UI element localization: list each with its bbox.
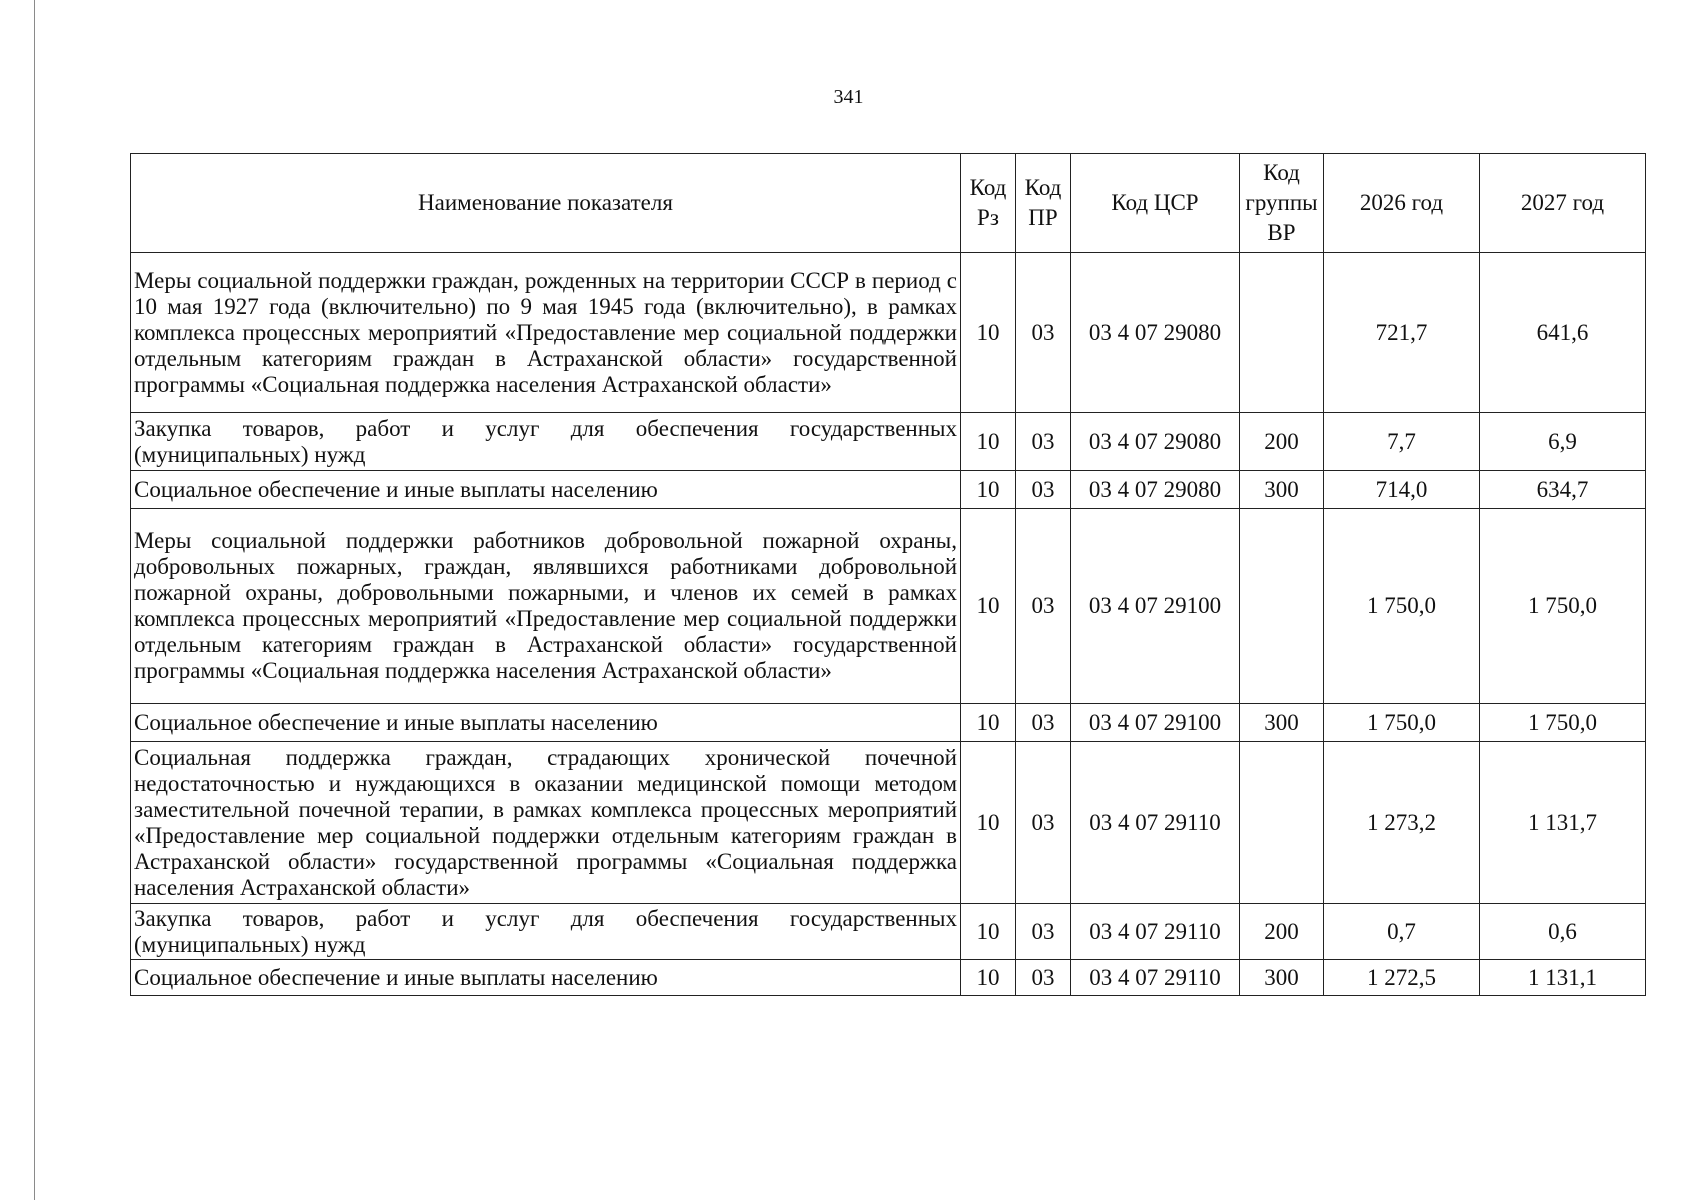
row-code-csr: 03 4 07 29100 bbox=[1071, 704, 1240, 742]
header-code-csr: Код ЦСР bbox=[1071, 154, 1240, 253]
table-row bbox=[131, 509, 1646, 704]
row-code-vr bbox=[1240, 509, 1324, 704]
header-code-pr: Код ПР bbox=[1016, 154, 1071, 253]
row-name: Закупка товаров, работ и услуг для обеспечения государственных (муниципальных) нужд bbox=[131, 904, 961, 960]
row-value-2026: 1 273,2 bbox=[1324, 742, 1480, 904]
row-code-vr bbox=[1240, 253, 1324, 413]
row-code-rz: 10 bbox=[961, 960, 1016, 996]
row-value-2027: 641,6 bbox=[1480, 253, 1646, 413]
row-code-csr: 03 4 07 29080 bbox=[1071, 413, 1240, 471]
table-row bbox=[131, 960, 1646, 996]
row-name: Закупка товаров, работ и услуг для обеспечения государственных (муниципальных) нужд bbox=[131, 413, 961, 471]
row-code-rz: 10 bbox=[961, 509, 1016, 704]
row-value-2026: 7,7 bbox=[1324, 413, 1480, 471]
row-code-pr: 03 bbox=[1016, 509, 1071, 704]
table-header-row bbox=[131, 154, 1646, 253]
table-row bbox=[131, 704, 1646, 742]
row-code-rz: 10 bbox=[961, 253, 1016, 413]
row-value-2027: 6,9 bbox=[1480, 413, 1646, 471]
row-code-pr: 03 bbox=[1016, 413, 1071, 471]
row-code-vr: 300 bbox=[1240, 960, 1324, 996]
row-code-vr: 300 bbox=[1240, 704, 1324, 742]
row-code-pr: 03 bbox=[1016, 253, 1071, 413]
table-row bbox=[131, 471, 1646, 509]
row-value-2026: 714,0 bbox=[1324, 471, 1480, 509]
row-code-csr: 03 4 07 29100 bbox=[1071, 509, 1240, 704]
row-code-vr bbox=[1240, 742, 1324, 904]
row-code-vr: 300 bbox=[1240, 471, 1324, 509]
table-row bbox=[131, 413, 1646, 471]
row-value-2026: 0,7 bbox=[1324, 904, 1480, 960]
row-code-vr: 200 bbox=[1240, 904, 1324, 960]
header-code-rz: Код Рз bbox=[961, 154, 1016, 253]
row-code-csr: 03 4 07 29110 bbox=[1071, 960, 1240, 996]
page-number: 341 bbox=[833, 86, 864, 108]
budget-table bbox=[130, 153, 1646, 996]
row-value-2026: 1 750,0 bbox=[1324, 704, 1480, 742]
row-value-2027: 1 750,0 bbox=[1480, 704, 1646, 742]
row-code-csr: 03 4 07 29110 bbox=[1071, 742, 1240, 904]
row-value-2027: 1 750,0 bbox=[1480, 509, 1646, 704]
row-code-csr: 03 4 07 29080 bbox=[1071, 253, 1240, 413]
row-code-rz: 10 bbox=[961, 704, 1016, 742]
row-code-pr: 03 bbox=[1016, 471, 1071, 509]
row-value-2027: 1 131,7 bbox=[1480, 742, 1646, 904]
row-code-rz: 10 bbox=[961, 413, 1016, 471]
row-value-2027: 0,6 bbox=[1480, 904, 1646, 960]
row-name: Социальное обеспечение и иные выплаты населению bbox=[131, 704, 961, 742]
row-code-csr: 03 4 07 29080 bbox=[1071, 471, 1240, 509]
row-code-csr: 03 4 07 29110 bbox=[1071, 904, 1240, 960]
row-code-rz: 10 bbox=[961, 904, 1016, 960]
row-name: Меры социальной поддержки работников добровольной пожарной охраны, добровольных пожарных, граждан, являвшихся работниками добровольной пожарной охраны, добровольными пожарными, и членов их семей в рамках комплекса процессных мероприятий «Предоставление мер социальной поддержки отдельным категориям граждан в Астраханской области» государственной программы «Социальная поддержка населения Астраханской области» bbox=[131, 509, 961, 704]
table-row bbox=[131, 253, 1646, 413]
header-year-2026: 2026 год bbox=[1324, 154, 1480, 253]
table-row bbox=[131, 742, 1646, 904]
row-code-rz: 10 bbox=[961, 471, 1016, 509]
page-edge-line bbox=[34, 0, 35, 1200]
row-value-2026: 721,7 bbox=[1324, 253, 1480, 413]
row-value-2027: 1 131,1 bbox=[1480, 960, 1646, 996]
row-code-vr: 200 bbox=[1240, 413, 1324, 471]
row-value-2026: 1 750,0 bbox=[1324, 509, 1480, 704]
row-name: Социальная поддержка граждан, страдающих хронической почечной недостаточностью и нуждающихся в оказании медицинской помощи методом заместительной почечной терапии, в рамках комплекса процессных мероприятий «Предоставление мер социальной поддержки отдельным категориям граждан в Астраханской области» государственной программы «Социальная поддержка населения Астраханской области» bbox=[131, 742, 961, 904]
row-code-pr: 03 bbox=[1016, 904, 1071, 960]
header-year-2027: 2027 год bbox=[1480, 154, 1646, 253]
table-row bbox=[131, 904, 1646, 960]
row-name: Социальное обеспечение и иные выплаты населению bbox=[131, 471, 961, 509]
row-name: Меры социальной поддержки граждан, рожденных на территории СССР в период с 10 мая 1927 года (включительно) по 9 мая 1945 года (включительно), в рамках комплекса процессных мероприятий «Предоставление мер социальной поддержки отдельным категориям граждан в Астраханской области» государственной программы «Социальная поддержка населения Астраханской области» bbox=[131, 253, 961, 413]
row-value-2026: 1 272,5 bbox=[1324, 960, 1480, 996]
row-code-pr: 03 bbox=[1016, 742, 1071, 904]
header-code-vr: Код группы ВР bbox=[1240, 154, 1324, 253]
row-code-pr: 03 bbox=[1016, 704, 1071, 742]
row-value-2027: 634,7 bbox=[1480, 471, 1646, 509]
row-name: Социальное обеспечение и иные выплаты населению bbox=[131, 960, 961, 996]
row-code-pr: 03 bbox=[1016, 960, 1071, 996]
header-name: Наименование показателя bbox=[131, 154, 961, 253]
row-code-rz: 10 bbox=[961, 742, 1016, 904]
